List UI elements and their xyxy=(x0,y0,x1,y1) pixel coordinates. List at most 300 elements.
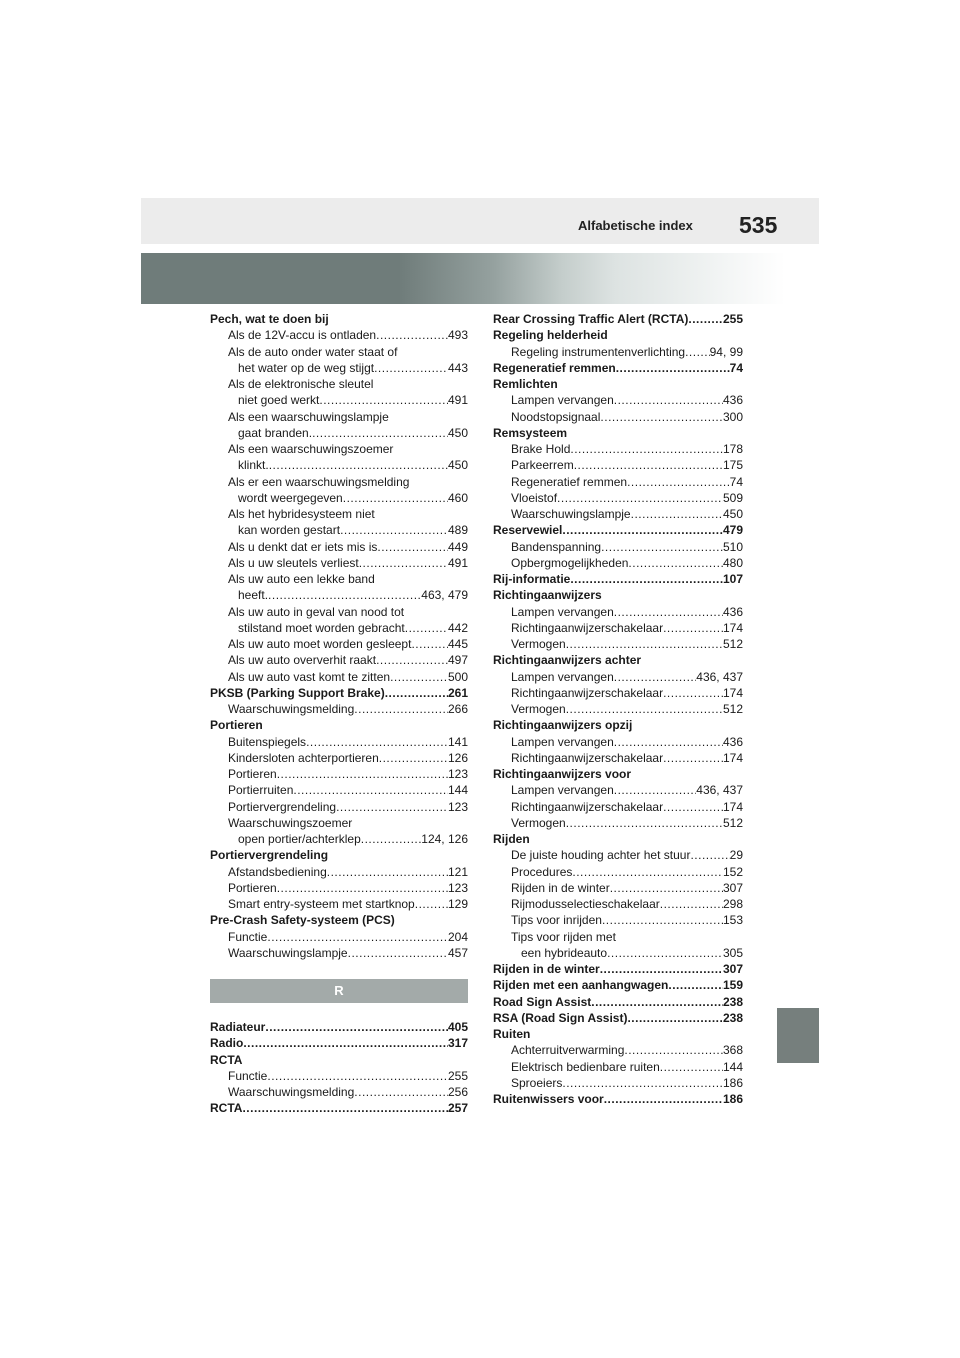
index-entry-label: Als uw auto oververhit raakt xyxy=(228,653,377,668)
index-entry-label: open portier/achterklep xyxy=(238,832,361,846)
dot-leader xyxy=(267,929,448,945)
index-entry-page: 186 xyxy=(722,1092,743,1106)
index-entry-label: Portierruiten xyxy=(228,783,294,798)
index-entry-page: 300 xyxy=(722,409,743,424)
index-entry-page: 129 xyxy=(447,897,468,911)
index-entry xyxy=(493,847,743,863)
index-entry xyxy=(210,425,468,441)
index-entry-label: een hybrideauto xyxy=(521,945,608,960)
index-entry-label: Radio xyxy=(210,1036,244,1051)
index-entry xyxy=(493,945,743,961)
index-entry-page: 124, 126 xyxy=(421,832,468,846)
dot-leader xyxy=(614,669,697,685)
index-entry-label: Regeneratief remmen xyxy=(511,474,628,489)
index-entry: Portiervergrendeling xyxy=(210,848,329,863)
index-entry: Tips voor rijden met xyxy=(511,929,616,944)
index-entry-page: 141 xyxy=(447,734,468,749)
index-entry xyxy=(493,864,743,880)
index-entry xyxy=(210,929,468,945)
index-entry xyxy=(493,506,743,522)
index-entry: Ruiten xyxy=(493,1027,531,1041)
index-entry-label: Vloeistof xyxy=(511,490,558,505)
index-entry xyxy=(493,474,743,490)
index-entry xyxy=(493,539,743,555)
index-entry xyxy=(493,457,743,473)
index-entry xyxy=(493,961,743,977)
dot-leader xyxy=(574,457,723,473)
index-entry xyxy=(210,750,468,766)
index-entry xyxy=(493,344,743,360)
index-entry-page: 491 xyxy=(447,393,468,408)
dot-leader xyxy=(376,327,448,343)
index-entry-page: 317 xyxy=(447,1036,468,1051)
index-entry: Als de auto onder water staat of xyxy=(228,344,398,359)
index-entry xyxy=(493,734,743,750)
index-entry-page: 460 xyxy=(447,490,468,505)
index-entry-label: Opbergmogelijkheden xyxy=(511,555,629,570)
dot-leader xyxy=(601,539,723,555)
index-entry-label: Smart entry-systeem met startknop xyxy=(228,897,415,911)
page-number: 535 xyxy=(739,212,778,238)
dot-leader xyxy=(327,864,448,880)
index-entry: Als een waarschuwingszoemer xyxy=(228,442,394,456)
dot-leader xyxy=(602,912,723,928)
index-entry xyxy=(210,734,468,750)
dot-leader xyxy=(663,620,723,636)
index-entry-page: 436 xyxy=(722,604,743,619)
index-entry-label: Buitenspiegels xyxy=(228,734,307,749)
dot-leader xyxy=(685,344,710,360)
index-entry-page: 457 xyxy=(447,945,468,960)
dot-leader xyxy=(277,766,448,782)
index-entry-label: Elektrisch bedienbare ruiten xyxy=(511,1059,660,1074)
index-entry-page: 159 xyxy=(722,978,743,993)
index-entry-label: Parkeerrem xyxy=(511,458,574,473)
index-column-right xyxy=(493,311,743,1107)
index-entry-page: 450 xyxy=(447,425,468,440)
index-entry-page: 497 xyxy=(447,653,468,668)
index-entry-label: Vermogen xyxy=(511,815,566,830)
index-entry xyxy=(210,945,468,961)
index-entry xyxy=(493,782,743,798)
index-entry-page: 491 xyxy=(447,555,468,570)
header-band xyxy=(141,198,819,244)
index-entry xyxy=(210,587,468,603)
index-entry-label: Lampen vervangen xyxy=(511,393,614,408)
dot-leader xyxy=(624,1042,723,1058)
index-entry: Rijden xyxy=(493,832,530,846)
index-entry-page: 175 xyxy=(722,458,743,473)
index-entry xyxy=(493,896,743,912)
index-entry-label: Richtingaanwijzerschakelaar xyxy=(511,685,664,700)
index-entry xyxy=(210,1084,468,1100)
index-entry-page: 29 xyxy=(729,848,743,863)
index-entry-page: 266 xyxy=(447,702,468,716)
index-entry-label: Regeling instrumentenverlichting xyxy=(511,344,686,359)
index-entry-label: Reservewiel xyxy=(493,523,563,538)
index-entry: Pech, wat te doen bij xyxy=(210,312,329,326)
index-entry: Remlichten xyxy=(493,377,558,391)
index-entry xyxy=(493,636,743,652)
index-entry-label: Rear Crossing Traffic Alert (RCTA) xyxy=(493,312,689,326)
dot-leader xyxy=(557,490,723,506)
index-entry xyxy=(493,685,743,701)
index-entry-page: 450 xyxy=(447,458,468,473)
index-entry-label: Portiervergrendeling xyxy=(228,799,337,814)
dot-leader xyxy=(668,977,723,993)
index-entry xyxy=(493,620,743,636)
dot-leader xyxy=(359,555,448,571)
dot-leader xyxy=(604,1091,723,1107)
section-letter-band xyxy=(210,979,468,1003)
dot-leader xyxy=(340,522,448,538)
index-entry-page: 174 xyxy=(722,685,743,700)
index-entry-page: 307 xyxy=(722,962,743,976)
index-entry-page: 107 xyxy=(722,572,743,586)
index-entry-label: heeft. xyxy=(238,588,269,603)
index-entry xyxy=(210,457,468,473)
index-entry-label: Waarschuwingsmelding xyxy=(228,702,355,716)
index-entry xyxy=(210,1100,468,1116)
index-entries-p xyxy=(210,311,468,961)
dot-leader xyxy=(614,734,723,750)
index-entry xyxy=(210,880,468,896)
dot-leader xyxy=(627,1010,723,1026)
index-entry: Remsysteem xyxy=(493,425,568,440)
index-entry-page: 144 xyxy=(447,783,468,798)
index-entry xyxy=(210,555,468,571)
index-entry: Portieren xyxy=(210,718,263,733)
index-entry xyxy=(210,766,468,782)
index-entry xyxy=(210,360,468,376)
index-entry-page: 445 xyxy=(447,637,468,651)
index-entry-page: 512 xyxy=(722,702,743,716)
index-entry-label: Radiateur xyxy=(210,1020,266,1034)
dot-leader xyxy=(390,669,448,685)
dot-leader xyxy=(562,522,723,538)
index-entry-label: PKSB (Parking Support Brake) xyxy=(210,685,385,700)
index-entry-label: gaat branden. xyxy=(238,425,313,440)
index-entry-page: 298 xyxy=(722,897,743,911)
index-entry-page: 405 xyxy=(447,1020,468,1034)
dot-leader xyxy=(265,1019,448,1035)
index-entries-r xyxy=(210,1019,468,1117)
index-entry xyxy=(493,490,743,506)
dot-leader xyxy=(411,636,448,652)
index-entry-label: Vermogen xyxy=(511,637,566,651)
index-entry-label: Functie xyxy=(228,1068,268,1083)
index-entry-page: 123 xyxy=(447,799,468,814)
dot-leader xyxy=(319,392,448,408)
index-entry-label: Kindersloten achterportieren xyxy=(228,750,379,765)
index-entry-label: kan worden gestart xyxy=(238,523,341,538)
dot-leader xyxy=(663,750,723,766)
index-entry xyxy=(210,864,468,880)
index-entry xyxy=(210,831,468,847)
index-entry xyxy=(210,701,468,717)
index-entry xyxy=(210,685,468,701)
dot-leader xyxy=(614,782,697,798)
index-entry-label: Richtingaanwijzerschakelaar xyxy=(511,750,664,765)
index-entry xyxy=(210,1019,468,1035)
index-entry-label: RSA (Road Sign Assist) xyxy=(493,1010,628,1025)
index-entry-label: De juiste houding achter het stuur xyxy=(511,848,691,863)
dot-leader xyxy=(306,734,448,750)
index-entry xyxy=(493,571,743,587)
index-entry: Waarschuwingszoemer xyxy=(228,815,353,830)
index-entry-page: 152 xyxy=(722,864,743,879)
dot-leader xyxy=(572,864,723,880)
index-entry-label: Regeneratief remmen xyxy=(493,360,616,375)
dot-leader xyxy=(600,409,723,425)
index-entry-label: Rijden in de winter xyxy=(511,880,610,895)
index-entry xyxy=(210,392,468,408)
index-entry-page: 509 xyxy=(722,490,743,505)
dot-leader xyxy=(415,896,448,912)
dot-leader xyxy=(663,799,723,815)
index-entry-page: 123 xyxy=(447,880,468,895)
index-entry: Richtingaanwijzers xyxy=(493,588,602,603)
dot-leader xyxy=(688,311,723,327)
dot-leader xyxy=(570,441,723,457)
index-entry xyxy=(493,311,743,327)
dot-leader xyxy=(616,360,730,376)
dot-leader xyxy=(293,782,448,798)
index-entry-label: Functie xyxy=(228,929,268,944)
index-entry-page: 238 xyxy=(722,1010,743,1025)
index-entry-page: 510 xyxy=(722,539,743,554)
index-entry-page: 174 xyxy=(722,620,743,635)
index-entry-label: Waarschuwingsmelding xyxy=(228,1085,355,1099)
index-entry-page: 512 xyxy=(722,637,743,651)
index-entry: Als er een waarschuwingsmelding xyxy=(228,474,410,489)
thumb-index-tab xyxy=(777,1008,819,1063)
index-entry-label: Rijmodusselectieschakelaar xyxy=(511,897,660,911)
dot-leader xyxy=(379,750,448,766)
index-entry xyxy=(210,620,468,636)
index-entry xyxy=(210,490,468,506)
index-entry xyxy=(493,1075,743,1091)
index-entry-page: 443 xyxy=(447,360,468,375)
index-entry-page: 479 xyxy=(722,523,743,538)
index-entry xyxy=(493,409,743,425)
index-entry xyxy=(493,360,743,376)
index-entry xyxy=(493,815,743,831)
index-entry-page: 255 xyxy=(447,1068,468,1083)
dot-leader xyxy=(354,1084,448,1100)
dot-leader xyxy=(336,799,448,815)
index-entry xyxy=(493,799,743,815)
index-entry-page: 442 xyxy=(447,620,468,635)
index-entry-label: RCTA xyxy=(210,1101,243,1116)
index-entry-label: Rijden met een aanhangwagen xyxy=(493,978,669,993)
index-entry-label: Rij-informatie xyxy=(493,572,571,586)
index-entry-label: Ruitenwissers voor xyxy=(493,1092,604,1106)
index-entry-label: Richtingaanwijzerschakelaar xyxy=(511,799,664,814)
index-entry: Richtingaanwijzers achter xyxy=(493,653,642,668)
index-entry-label: Lampen vervangen xyxy=(511,783,614,798)
index-entry xyxy=(493,1042,743,1058)
dot-leader xyxy=(377,539,448,555)
index-entry xyxy=(493,392,743,408)
index-entry-page: 174 xyxy=(722,750,743,765)
index-entry-page: 493 xyxy=(447,328,468,343)
dot-leader xyxy=(660,896,723,912)
dot-leader xyxy=(690,847,729,863)
dot-leader xyxy=(243,1035,448,1051)
index-entry: Richtingaanwijzers opzij xyxy=(493,718,633,733)
index-entry-label: Vermogen xyxy=(511,702,566,716)
index-entry-page: 305 xyxy=(722,945,743,960)
index-entry xyxy=(210,327,468,343)
index-entry xyxy=(493,701,743,717)
index-entry-label: Brake Hold xyxy=(511,442,571,456)
page-header-title: Alfabetische index xyxy=(578,218,693,233)
dot-leader xyxy=(591,994,723,1010)
index-entry-page: 436 xyxy=(722,393,743,408)
index-entry: Als een waarschuwingslampje xyxy=(228,409,389,424)
index-entry xyxy=(493,1059,743,1075)
dot-leader xyxy=(660,1059,723,1075)
dot-leader xyxy=(361,831,422,847)
dot-leader xyxy=(566,701,723,717)
index-entry: Pre-Crash Safety-systeem (PCS) xyxy=(210,913,395,928)
index-entry-label: niet goed werkt xyxy=(238,393,320,408)
dot-leader xyxy=(614,392,723,408)
index-entry-page: 153 xyxy=(722,913,743,928)
index-entry-label: Als u denkt dat er iets mis is xyxy=(228,539,378,554)
index-entry-label: Tips voor inrijden xyxy=(511,913,602,928)
index-entry-label: Waarschuwingslampje xyxy=(511,507,631,521)
dot-leader xyxy=(631,506,723,522)
index-entry-label: Noodstopsignaal xyxy=(511,409,601,424)
index-entry-page: 94, 99 xyxy=(709,344,743,359)
index-entry xyxy=(210,669,468,685)
index-entry-label: Richtingaanwijzerschakelaar xyxy=(511,620,664,635)
index-entry-label: Als uw auto moet worden gesleept xyxy=(228,637,412,651)
index-entry-page: 74 xyxy=(729,360,743,375)
index-entry-page: 74 xyxy=(729,474,743,489)
dot-leader xyxy=(268,587,421,603)
index-entry xyxy=(210,1068,468,1084)
index-entry-label: Procedures xyxy=(511,864,573,879)
index-entry: Als de elektronische sleutel xyxy=(228,377,374,391)
index-entry-label: Als u uw sleutels verliest xyxy=(228,555,359,570)
index-entry xyxy=(493,441,743,457)
index-entry xyxy=(210,799,468,815)
dot-leader xyxy=(614,604,723,620)
index-entry-page: 121 xyxy=(447,864,468,879)
index-entry-page: 512 xyxy=(722,815,743,830)
dot-leader xyxy=(376,652,448,668)
index-entry xyxy=(493,912,743,928)
section-letter: R xyxy=(334,982,344,998)
index-entry-label: Lampen vervangen xyxy=(511,604,614,619)
index-entry-label: wordt weergegeven xyxy=(238,490,343,505)
dot-leader xyxy=(570,571,723,587)
dot-leader xyxy=(385,685,448,701)
index-entry-page: 436 xyxy=(722,734,743,749)
index-entry xyxy=(493,522,743,538)
index-entry xyxy=(210,652,468,668)
index-entry-label: Bandenspanning xyxy=(511,539,602,554)
index-entry: RCTA xyxy=(210,1052,243,1067)
index-entry-label: Als uw auto vast komt te zitten xyxy=(228,669,391,684)
dot-leader xyxy=(348,945,448,961)
index-entry-label: Portieren xyxy=(228,767,277,781)
index-entry: Als het hybridesysteem niet xyxy=(228,507,375,521)
dot-leader xyxy=(562,1075,723,1091)
index-entry-page: 480 xyxy=(722,555,743,570)
index-entry-page: 436, 437 xyxy=(696,669,743,684)
index-entry-page: 463, 479 xyxy=(421,588,468,603)
dot-leader xyxy=(566,636,723,652)
index-entry xyxy=(493,669,743,685)
dot-leader xyxy=(627,474,730,490)
index-entry-page: 174 xyxy=(722,799,743,814)
dot-leader xyxy=(267,1068,448,1084)
index-entry-label: het water op de weg stijgt xyxy=(238,360,375,375)
index-entry-label: Rijden in de winter xyxy=(493,962,600,976)
dot-leader xyxy=(343,490,448,506)
index-entry-label: Achterruitverwarming xyxy=(511,1043,625,1058)
index-entry-label: Als de 12V-accu is ontladen xyxy=(228,328,377,343)
dot-leader xyxy=(374,360,448,376)
index-entry-page: 489 xyxy=(447,523,468,538)
dot-leader xyxy=(405,620,448,636)
dot-leader xyxy=(269,457,448,473)
index-entry-label: Sproeiers xyxy=(511,1075,563,1090)
index-entry xyxy=(493,880,743,896)
index-entry: Regeling helderheid xyxy=(493,328,608,343)
index-entry-page: 186 xyxy=(722,1075,743,1090)
index-entry-page: 368 xyxy=(722,1043,743,1058)
index-entry-page: 261 xyxy=(447,685,468,700)
index-entry xyxy=(493,555,743,571)
index-entry xyxy=(210,1035,468,1051)
index-entry-label: Road Sign Assist xyxy=(493,994,592,1009)
index-entry-page: 123 xyxy=(447,767,468,781)
index-entry xyxy=(210,522,468,538)
index-entry xyxy=(493,1010,743,1026)
index-entry-page: 307 xyxy=(722,880,743,895)
index-entry: Richtingaanwijzers voor xyxy=(493,767,632,781)
dot-leader xyxy=(312,425,448,441)
index-entry-page: 500 xyxy=(447,669,468,684)
dot-leader xyxy=(242,1100,448,1116)
dot-leader xyxy=(354,701,448,717)
decorative-gradient-bar xyxy=(141,253,819,304)
index-entry xyxy=(210,782,468,798)
dot-leader xyxy=(628,555,723,571)
index-entry-page: 238 xyxy=(722,994,743,1009)
index-entry-page: 144 xyxy=(722,1059,743,1074)
index-entry: Als uw auto een lekke band xyxy=(228,572,375,586)
index-entry-label: Lampen vervangen xyxy=(511,669,614,684)
index-column-left xyxy=(210,311,468,1117)
dot-leader xyxy=(663,685,723,701)
index-entry-label: Afstandsbediening xyxy=(228,864,327,879)
dot-leader xyxy=(566,815,723,831)
index-entry-page: 126 xyxy=(447,750,468,765)
index-entry xyxy=(210,636,468,652)
dot-leader xyxy=(607,945,723,961)
dot-leader xyxy=(277,880,448,896)
index-entry-page: 255 xyxy=(722,312,743,326)
index-entry-page: 178 xyxy=(722,442,743,456)
index-entries-r-continued xyxy=(493,311,743,1107)
index-entry-label: stilstand moet worden gebracht xyxy=(238,620,405,635)
